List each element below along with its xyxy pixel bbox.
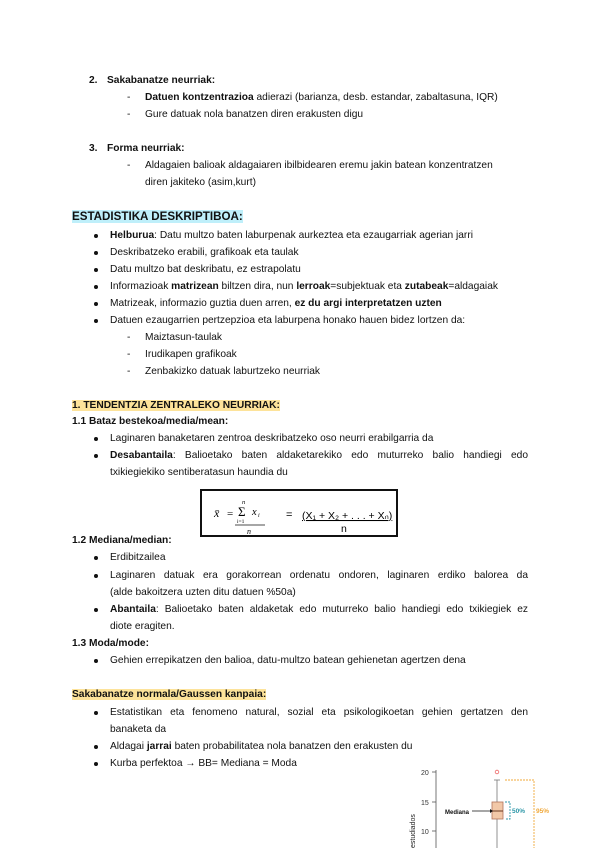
gauss-bullet-1-line1: Estatistikan eta fenomeno natural, sozial eta psikologikoetan gehien gertatzen den — [110, 707, 528, 718]
sec2-dash-1: - — [127, 92, 131, 103]
svg-text:n: n — [247, 527, 251, 535]
gauss-bullet-2: Aldagai jarrai baten probabilitatea nola banatzen den erakusten du — [110, 741, 413, 752]
estadistika-bullet-1: Helburua: Datu multzo baten laburpenak aurkeztea eta ezaugarriak agerian jarri — [110, 230, 473, 241]
outlier-point — [495, 770, 499, 774]
p50-label: 50% — [512, 808, 526, 815]
bullet — [94, 745, 98, 749]
sec3-item-line1: Aldagaien balioak aldagaiaren ibilbidearen eremu jakin batean konzentratzen — [145, 160, 493, 171]
median-bullet-2-line1: Laginaren datuak era gorakorrean ordenatu ondoren, laginaren erdiko balorea da — [110, 570, 528, 581]
mean-formula-box — [200, 489, 398, 537]
svg-text:n: n — [341, 523, 347, 535]
median-bullet-1: Erdibitzailea — [110, 552, 166, 563]
sec3-item-line2: diren jakiteko (asim,kurt) — [145, 177, 256, 188]
bullet — [94, 762, 98, 766]
ytick-15: 15 — [421, 800, 429, 807]
sec2-dash-2: - — [127, 109, 131, 120]
estadistika-bullet-6: Datuen ezaugarrien pertzepzioa eta laburpena honako hauen bidez lortzen da: — [110, 315, 466, 326]
p95-label: 95% — [536, 808, 550, 815]
estadistika-sub-3: Zenbakizko datuak laburtzeko neurriak — [145, 366, 320, 377]
sec2-item-2: Gure datuak nola banatzen diren erakusten digu — [145, 109, 364, 120]
sec2-title: Sakabanatze neurriak: — [107, 75, 216, 86]
svg-text:Σ: Σ — [238, 504, 246, 519]
mode-bullet-1: Gehien errepikatzen den balioa, datu-multzo batean gehienetan agertzen dena — [110, 655, 466, 666]
median-bullet-3-line1: Abantaila: Balioetako baten aldaketak edo muturreko balio handiegi edo txikiegiek ez — [110, 604, 528, 615]
median-bullet-3-line2: diote eragiten. — [110, 621, 175, 632]
estadistika-bullet-5: Matrizeak, informazio guztia duen arren, ez du argi interpretatzen uzten — [110, 298, 442, 309]
mean-bullet-2-line2: txikiegiekiko sentiberatasun haundia du — [110, 467, 288, 478]
bullet — [94, 659, 98, 663]
bullet — [94, 251, 98, 255]
estadistika-bullet-3: Datu multzo bat deskribatu, ez estrapolatu — [110, 264, 301, 275]
ytick-10: 10 — [421, 829, 429, 836]
sec3-title: Forma neurriak: — [107, 143, 185, 154]
mean-bullet-2-line1: Desabantaila: Balioetako baten aldaketarekiko edo muturreko balio handiegi edo — [110, 450, 528, 461]
bullet — [94, 285, 98, 289]
svg-text:=: = — [286, 509, 293, 521]
bullet — [94, 454, 98, 458]
estadistika-sub-2: Irudikapen grafikoak — [145, 349, 237, 360]
bullet — [94, 319, 98, 323]
boxplot-ylabel: estudiados — [410, 814, 417, 848]
mode-heading: 1.3 Moda/mode: — [72, 638, 149, 649]
sub-dash: - — [127, 349, 131, 360]
svg-text:=: = — [227, 508, 234, 520]
svg-text:i=1: i=1 — [237, 519, 245, 525]
bullet — [94, 234, 98, 238]
bullet — [94, 268, 98, 272]
bullet — [94, 574, 98, 578]
tendentzia-heading: 1. TENDENTZIA ZENTRALEKO NEURRIAK: — [72, 400, 280, 411]
mediana-label: Mediana — [445, 810, 470, 816]
bullet — [94, 556, 98, 560]
estadistika-heading: ESTADISTIKA DESKRIPTIBOA: — [72, 210, 243, 223]
svg-text:x: x — [252, 507, 257, 518]
boxplot-image — [408, 766, 568, 848]
bullet — [94, 437, 98, 441]
mean-heading: 1.1 Bataz bestekoa/media/mean: — [72, 416, 229, 427]
gauss-bullet-3: Kurba perfektoa → BB= Mediana = Moda — [110, 758, 297, 769]
sec2-item-1: Datuen kontzentrazioa adierazi (barianza, desb. estandar, zabaltasuna, IQR) — [145, 92, 498, 103]
sec2-number: 2. — [89, 75, 98, 86]
median-bullet-2-line2: (alde bakoitzera uzten ditu datuen %50a) — [110, 587, 296, 598]
estadistika-sub-1: Maiztasun-taulak — [145, 332, 223, 343]
sec3-number: 3. — [89, 143, 98, 154]
median-heading: 1.2 Mediana/median: — [72, 535, 172, 546]
sub-dash: - — [127, 366, 131, 377]
svg-text:i: i — [258, 513, 260, 519]
gauss-heading: Sakabanatze normala/Gaussen kanpaia: — [72, 689, 267, 700]
mean-formula — [202, 491, 396, 535]
svg-text:n: n — [242, 499, 246, 506]
svg-text:x̄: x̄ — [214, 506, 220, 520]
estadistika-bullet-4: Informazioak matrizean biltzen dira, nun lerroak=subjektuak eta zutabeak=aldagaiak — [110, 281, 498, 292]
sec3-dash: - — [127, 160, 131, 171]
ytick-20: 20 — [421, 770, 429, 777]
svg-text:(X₁ + X₂ + . . . + Xₙ): (X₁ + X₂ + . . . + Xₙ) — [302, 510, 393, 522]
gauss-bullet-1-line2: banaketa da — [110, 724, 167, 735]
estadistika-bullet-2: Deskribatzeko erabili, grafikoak eta taulak — [110, 247, 299, 258]
bullet — [94, 711, 98, 715]
bullet — [94, 302, 98, 306]
mean-bullet-1: Laginaren banaketaren zentroa deskribatzeko oso neurri erabilgarria da — [110, 433, 434, 444]
sub-dash: - — [127, 332, 131, 343]
bullet — [94, 608, 98, 612]
boxplot-svg — [408, 766, 568, 848]
